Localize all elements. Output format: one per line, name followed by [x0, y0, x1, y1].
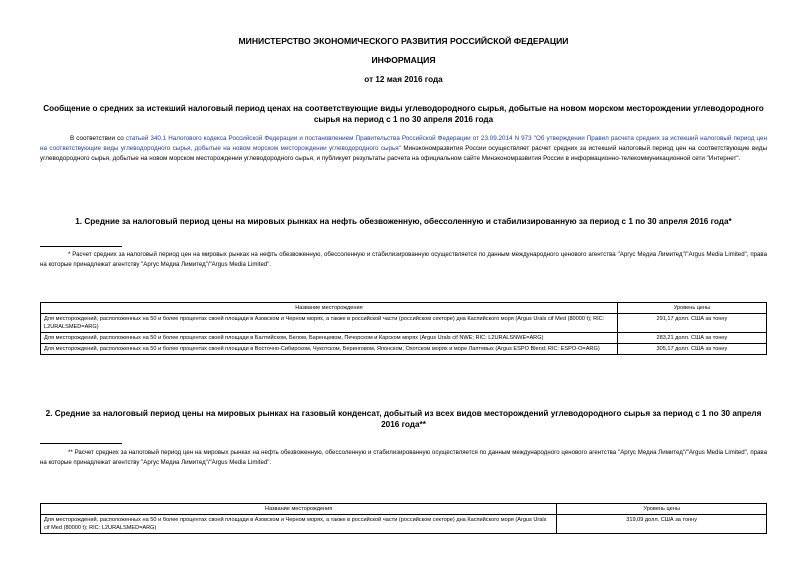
intro-suffix: Минэкономразвития России осуществляет расчет средних за истекший налоговый период цен на соответствующие виды углеводородного сырья, добытые на новом морском месторождении углеводородного сырья, и публикует результаты расчета на официальном сайте Минэкономразвития России в информационно-телекоммуникационной сети "Интернет". [40, 145, 767, 162]
price-cell: 305,17 долл. США за тонну [617, 344, 766, 355]
intro-prefix: В соответствии со [70, 135, 126, 142]
doc-type-heading: ИНФОРМАЦИЯ [371, 55, 436, 65]
footnote1-divider [40, 246, 122, 247]
table-row [41, 314, 767, 333]
intro-paragraph [40, 134, 767, 164]
field-name-cell: Для месторождений, расположенных на 50 и более процентах своей площади в Азовском и Черном морях, а также в российской части (российском секторе) дна Каспийского моря (Argus Urals cif Med (80000 t); RIC: L2URALSMED=ARG) [41, 515, 557, 534]
col-header-price: Уровень цены [557, 504, 767, 515]
footnote2-divider [40, 443, 122, 444]
table-header-row [41, 303, 767, 314]
section1-price-table [40, 302, 767, 355]
col-header-price: Уровень цены [617, 303, 766, 314]
section2-title: 2. Средние за налоговый период цены на мировых рынках на газовый конденсат, добытый из всех видов месторождений углеводородного сырья за период с 1 по 30 апреля 2016 года** [45, 409, 762, 429]
price-cell: 283,21 долл. США за тонну [617, 333, 766, 344]
ministry-heading: МИНИСТЕРСТВО ЭКОНОМИЧЕСКОГО РАЗВИТИЯ РОССИЙСКОЙ ФЕДЕРАЦИИ [238, 36, 569, 46]
col-header-name: Название месторождения [41, 303, 618, 314]
table-row [41, 344, 767, 355]
field-name-cell: Для месторождений, расположенных на 50 и более процентах своей площади в Азовском и Черном морях, а также в российской части (российском секторе) дна Каспийского моря (Argus Urals cif Med (80000 t); RIC: L2URALSMED=ARG) [41, 314, 618, 333]
section2-footnote: ** Расчет средних за налоговый период цен на мировых рынках на нефть обезвоженную, обессоленную и стабилизированную осуществляется по данным международного ценового агентства "Аргус Медиа Лимитед"/"Argus Media Limited", права на которые принадлежат агентству "Аргус Медиа Лимитед"/"Argus Media Limited". [40, 449, 767, 466]
field-name-cell: Для месторождений, расположенных на 50 и более процентах своей площади в Восточно-Сибирском, Чукотском, Беринговом, Японском, Охотском морях и море Лаптевых (Argus ESPO Blend; RIC: ESPO-O=ARG) [41, 344, 618, 355]
section1-footnote: * Расчет средних за налоговый период цен на мировых рынках на нефть обезвоженную, обессоленную и стабилизированную осуществляется по данным международного ценового агентства "Аргус Медиа Лимитед"/"Argus Media Limited", права на которые принадлежат агентству "Аргус Медиа Лимитед"/"Argus Media Limited". [40, 251, 767, 268]
table-row [41, 333, 767, 344]
section2-price-table [40, 503, 767, 534]
col-header-name: Название месторождения [41, 504, 557, 515]
price-cell: 291,17 долл. США за тонну [617, 314, 766, 333]
table-row [41, 515, 767, 534]
intro-law-link[interactable]: статьей 340.1 Налогового кодекса Российской Федерации и постановлением Правительства Российской Федерации от 23.09.2014 N 973 "Об утверждении Правил расчета средних за истекший налоговый период цен на соответствующие виды углеводородного сырья, добытые на новом морском месторождении углеводородного сырья" [40, 135, 767, 152]
price-cell: 319,09 долл. США за тонну [557, 515, 767, 534]
table-header-row [41, 504, 767, 515]
doc-title: Сообщение о средних за истекший налоговый период ценах на соответствующие виды углеводородного сырья, добытые на новом морском месторождении углеводородного сырья на период с 1 по 30 апреля 2016 года [43, 104, 764, 124]
doc-date: от 12 мая 2016 года [364, 75, 443, 84]
field-name-cell: Для месторождений, расположенных на 50 и более процентах своей площади в Балтийском, Белом, Баренцевом, Печорском и Карском морях (Argus Urals cif NWE; RIC: L2URALSNWE=ARG) [41, 333, 618, 344]
section1-title: 1. Средние за налоговый период цены на мировых рынках на нефть обезвоженную, обессоленную и стабилизированную за период с 1 по 30 апреля 2016 года* [75, 217, 732, 226]
